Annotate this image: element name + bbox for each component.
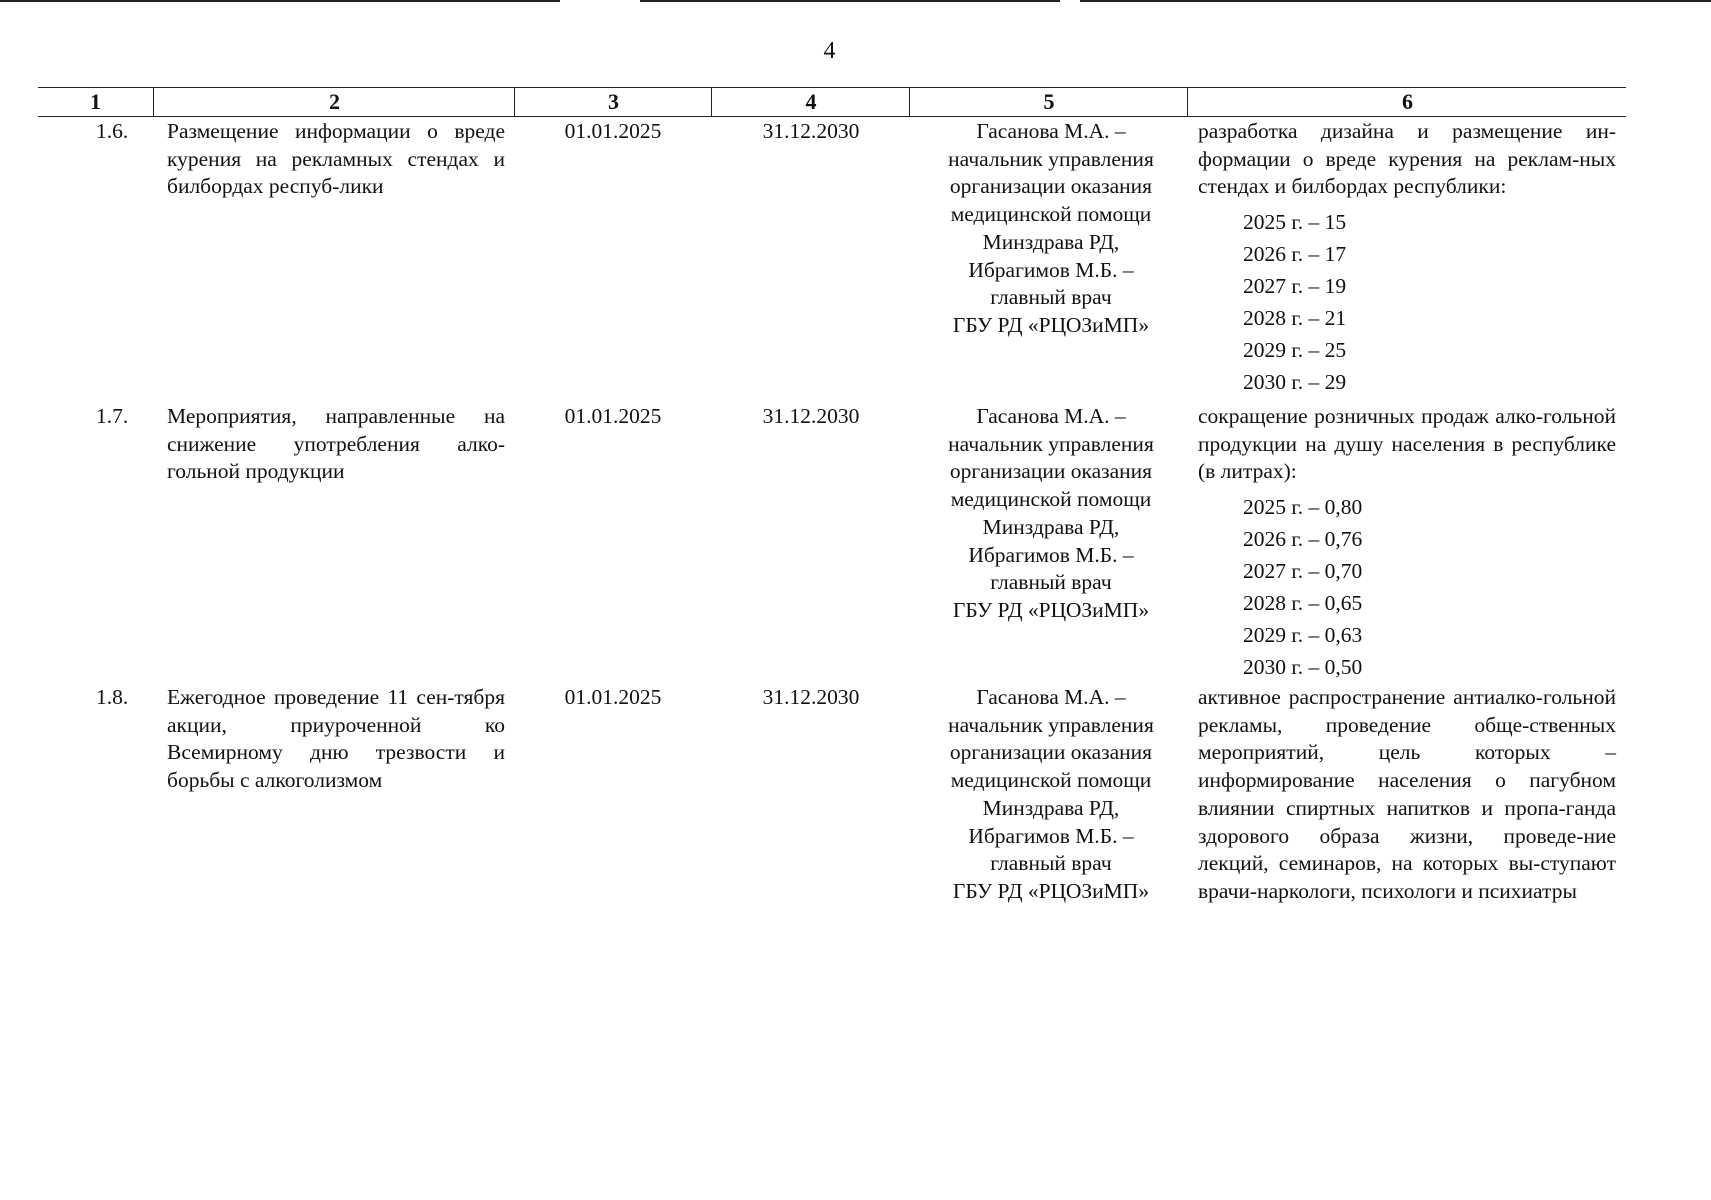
responsible-persons [912,403,1190,625]
expected-result [1198,403,1616,683]
start-date: 01.01.2025 [564,685,662,709]
responsible-line: ГБУ РД «РЦОЗиМП» [952,878,1150,903]
responsible-line: Гасанова М.А. – [976,685,1126,709]
activity-name: Мероприятия, направленные на снижение употребления алко-гольной продукции [167,404,505,484]
responsible-line: главный врач [990,570,1112,595]
responsible-line: ГБУ РД «РЦОЗиМП» [952,312,1150,337]
year-target: 2028 г. – 0,65 [1243,591,1363,616]
responsible-line: начальник управления [948,431,1154,456]
year-target: 2026 г. – 17 [1243,242,1347,267]
responsible-line: организации оказания [949,174,1153,199]
responsible-line: ГБУ РД «РЦОЗиМП» [952,597,1150,622]
expected-result [1198,118,1616,398]
responsible-line: Минздрава РД, [982,795,1120,820]
year-target: 2026 г. – 0,76 [1243,527,1363,552]
year-target: 2028 г. – 21 [1243,306,1347,331]
result-text: сокращение розничных продаж алко-гольной продукции на душу населения в республике (в литрах): [1198,404,1616,484]
year-target: 2027 г. – 19 [1243,274,1347,299]
end-date: 31.12.2030 [762,119,860,143]
responsible-line: организации оказания [949,459,1153,484]
result-text: разработка дизайна и размещение ин-формации о вреде курения на реклам-ных стендах и билбордах республики: [1198,119,1616,199]
end-date: 31.12.2030 [762,685,860,709]
expected-result [1198,684,1616,906]
responsible-line: Ибрагимов М.Б. – [968,823,1134,848]
responsible-line: организации оказания [949,740,1153,765]
responsible-line: медицинской помощи [950,768,1152,793]
activity-name: Размещение информации о вреде курения на рекламных стендах и билбордах респуб-лики [167,119,505,199]
activity-name: Ежегодное проведение 11 сен-тября акции, приуроченной ко Всемирному дню трезвости и борьбы с алкоголизмом [167,685,505,793]
end-date: 31.12.2030 [762,404,860,428]
start-date: 01.01.2025 [564,404,662,428]
responsible-line: Минздрава РД, [982,229,1120,254]
responsible-line: Гасанова М.А. – [976,404,1126,428]
top-border-line [0,0,560,2]
responsible-line: Ибрагимов М.Б. – [968,542,1134,567]
year-target: 2027 г. – 0,70 [1243,559,1363,584]
responsible-line: медицинской помощи [950,487,1152,512]
responsible-line: начальник управления [948,146,1154,171]
top-border-line [640,0,1060,2]
header-col-2: 2 [153,88,515,116]
result-text: активное распространение антиалко-гольной рекламы, проведение обще-ственных мероприятий, цель которых – информирование населения о пагубном влиянии спиртных напитков и пропа-ганда здорового образа жизни, проведе-ние лекций, семинаров, на которых вы-ступают врачи-наркологи, психологи и психиатры [1198,685,1616,903]
year-target: 2029 г. – 0,63 [1243,623,1363,648]
responsible-persons [912,684,1190,906]
responsible-line: главный врач [990,851,1112,876]
header-col-6: 6 [1187,88,1627,116]
responsible-line: медицинской помощи [950,202,1152,227]
responsible-line: Минздрава РД, [982,514,1120,539]
table-header [38,87,1626,117]
responsible-persons [912,118,1190,340]
responsible-line: главный врач [990,285,1112,310]
year-target: 2030 г. – 0,50 [1243,655,1363,680]
page-number: 4 [823,38,836,64]
year-target: 2025 г. – 15 [1243,210,1347,235]
yearly-targets [1243,206,1616,398]
header-col-5: 5 [909,88,1188,116]
header-col-1: 1 [90,89,101,114]
start-date: 01.01.2025 [564,119,662,143]
year-target: 2025 г. – 0,80 [1243,495,1363,520]
row-number: 1.6. [96,119,129,143]
year-target: 2030 г. – 29 [1243,370,1347,395]
top-border-line [1080,0,1711,2]
header-col-3: 3 [514,88,712,116]
row-number: 1.8. [96,685,129,709]
yearly-targets [1243,491,1616,683]
year-target: 2029 г. – 25 [1243,338,1347,363]
responsible-line: Ибрагимов М.Б. – [968,257,1134,282]
responsible-line: Гасанова М.А. – [976,119,1126,143]
header-col-4: 4 [711,88,910,116]
responsible-line: начальник управления [948,712,1154,737]
row-number: 1.7. [96,404,129,428]
